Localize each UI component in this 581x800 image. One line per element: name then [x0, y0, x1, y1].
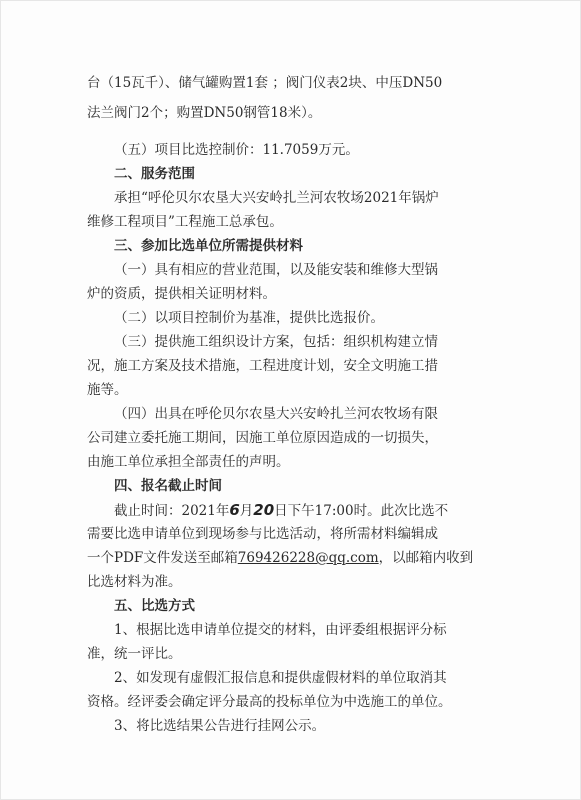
section-heading: 四、报名截止时间	[114, 478, 222, 494]
text-line: （一）具有相应的营业范围，以及能安装和维修大型锅	[114, 262, 438, 278]
text-line: 台（15瓦千）、储气罐购置1套 ；阀门仪表2块、中压DN50	[87, 75, 443, 91]
text-line: 炉的资质，提供相关证明材料。	[87, 286, 276, 302]
handwritten-month: 6	[229, 501, 240, 519]
text-line: （五）项目比选控制价：11.7059万元。	[114, 142, 359, 158]
text-line: 3、将比选结果公告进行挂网公示。	[114, 718, 326, 734]
deadline-prefix: 截止时间：2021年	[114, 503, 230, 519]
email-address: 769426228@qq.com	[237, 550, 379, 566]
email-prefix: 一个PDF文件发送至邮箱	[87, 550, 238, 566]
text-line: 1、根据比选申请单位提交的材料，由评委组根据评分标	[114, 622, 447, 638]
text-line: 准，统一评比。	[87, 646, 182, 662]
text-line: 需要比选申请单位到现场参与比选活动，将所需材料编辑成	[87, 526, 438, 542]
text-line: 资格。经评委会确定评分最高的投标单位为中选施工的单位。	[87, 694, 452, 710]
text-line: 由施工单位承担全部责任的声明。	[87, 454, 290, 470]
text-line: 法兰阀门2个；购置DN50钢管18米）。	[87, 105, 322, 121]
section-heading: 五、比选方式	[114, 598, 195, 614]
email-suffix: ，以邮箱内收到	[378, 550, 474, 566]
text-line: 承担“呼伦贝尔农垦大兴安岭扎兰河农牧场2021年锅炉	[114, 190, 439, 206]
text-line: 况，施工方案及技术措施，工程进度计划，安全文明施工措	[87, 358, 438, 374]
text-line: 施等。	[87, 382, 128, 398]
handwritten-day: 20	[253, 501, 275, 519]
text-line: 维修工程项目”工程施工总承包。	[87, 214, 283, 230]
email-line	[0, 548, 581, 568]
text-line: （二）以项目控制价为基准，提供比选报价。	[114, 310, 384, 326]
text-line: 2、如发现有虚假汇报信息和提供虚假材料的单位取消其	[114, 670, 447, 686]
section-heading: 三、参加比选单位所需提供材料	[114, 238, 303, 254]
deadline-line	[0, 500, 581, 521]
text-line: 比选材料为准。	[87, 574, 182, 590]
text-line: （四）出具在呼伦贝尔农垦大兴安岭扎兰河农牧场有限	[114, 406, 438, 422]
deadline-suffix: 日下午17:00时。此次比选不	[274, 503, 449, 519]
text-line: 公司建立委托施工期间，因施工单位原因造成的一切损失，	[87, 430, 438, 446]
section-heading: 二、服务范围	[114, 166, 195, 182]
text-line: （三）提供施工组织设计方案，包括：组织机构建立情	[114, 334, 438, 350]
deadline-month-char: 月	[239, 503, 254, 519]
